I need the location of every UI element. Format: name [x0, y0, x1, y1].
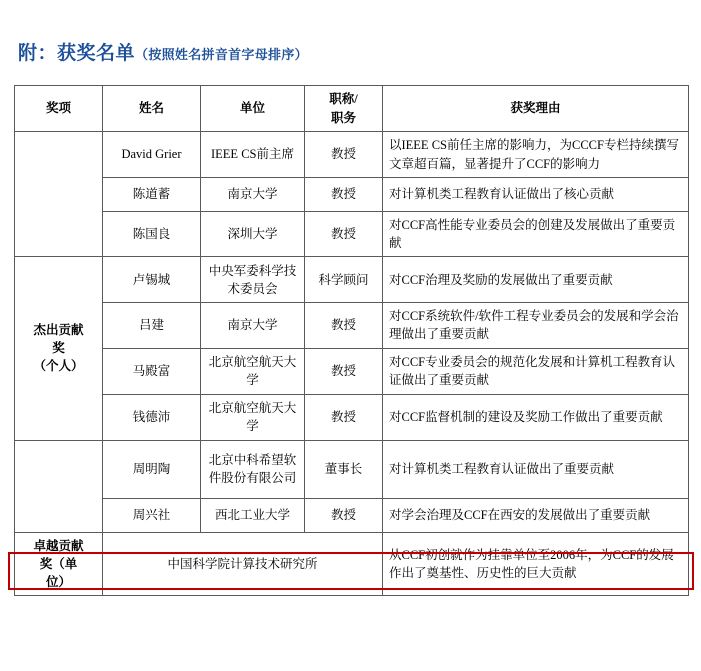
cell-title: 教授 [305, 178, 383, 212]
cell-name: David Grier [103, 132, 201, 178]
page-title-sub: （按照姓名拼音首字母排序） [135, 47, 308, 62]
cell-org: 北京航空航天大学 [201, 394, 305, 440]
award-group-cell-4 [15, 532, 103, 595]
award-group-label-line1: 杰出贡献 [33, 323, 84, 338]
cell-title: 董事长 [305, 440, 383, 498]
column-header-title-line1: 职称/ [329, 92, 358, 107]
page-title [0, 0, 701, 65]
table-row [15, 303, 689, 348]
cell-reason: 以IEEE CS前任主席的影响力，为CCCF专栏持续撰写文章超百篇，显著提升了CCF的影响力 [383, 132, 689, 178]
cell-title: 教授 [305, 132, 383, 178]
award-group-label-line3: （个人） [33, 359, 84, 374]
cell-reason: 对CCF专业委员会的规范化发展和计算机工程教育认证做出了重要贡献 [383, 348, 689, 394]
cell-reason: 从CCF初创就作为挂靠单位至2006年，为CCF的发展作出了奠基性、历史性的巨大贡献 [383, 532, 689, 595]
cell-reason: 对CCF监督机制的建设及奖励工作做出了重要贡献 [383, 394, 689, 440]
table-header-row [15, 86, 689, 132]
cell-name: 陈国良 [103, 212, 201, 257]
cell-org: IEEE CS前主席 [201, 132, 305, 178]
cell-reason: 对计算机类工程教育认证做出了核心贡献 [383, 178, 689, 212]
award-group-label-line1: 卓越贡献 [33, 538, 84, 553]
cell-title: 教授 [305, 498, 383, 532]
cell-name: 陈道蓄 [103, 178, 201, 212]
column-header-name: 姓名 [103, 86, 201, 132]
table-row [15, 532, 689, 595]
table-row [15, 212, 689, 257]
cell-name: 马殿富 [103, 348, 201, 394]
column-header-title [305, 86, 383, 132]
cell-reason: 对计算机类工程教育认证做出了重要贡献 [383, 440, 689, 498]
cell-org: 深圳大学 [201, 212, 305, 257]
cell-name: 周兴社 [103, 498, 201, 532]
cell-org: 中央军委科学技术委员会 [201, 257, 305, 303]
cell-org: 北京航空航天大学 [201, 348, 305, 394]
cell-name: 卢锡城 [103, 257, 201, 303]
table-row [15, 440, 689, 498]
table-row [15, 348, 689, 394]
cell-title: 教授 [305, 348, 383, 394]
cell-reason: 对学会治理及CCF在西安的发展做出了重要贡献 [383, 498, 689, 532]
table-row [15, 178, 689, 212]
cell-title: 教授 [305, 394, 383, 440]
cell-org: 南京大学 [201, 178, 305, 212]
cell-name: 吕建 [103, 303, 201, 348]
cell-title: 教授 [305, 303, 383, 348]
cell-org: 西北工业大学 [201, 498, 305, 532]
cell-org-unit: 中国科学院计算技术研究所 [103, 532, 383, 595]
cell-reason: 对CCF高性能专业委员会的创建及发展做出了重要贡献 [383, 212, 689, 257]
cell-reason: 对CCF系统软件/软件工程专业委员会的发展和学会治理做出了重要贡献 [383, 303, 689, 348]
column-header-org: 单位 [201, 86, 305, 132]
cell-title: 科学顾问 [305, 257, 383, 303]
award-group-cell-3 [15, 440, 103, 532]
page-title-main: 附：获奖名单 [18, 43, 136, 64]
cell-org: 南京大学 [201, 303, 305, 348]
cell-reason: 对CCF治理及奖励的发展做出了重要贡献 [383, 257, 689, 303]
cell-org: 北京中科希望软件股份有限公司 [201, 440, 305, 498]
column-header-reason: 获奖理由 [383, 86, 689, 132]
table-row-highlighted [15, 498, 689, 532]
award-group-label-line2: 奖 [52, 341, 65, 356]
award-group-cell-1 [15, 132, 103, 257]
column-header-award: 奖项 [15, 86, 103, 132]
table-header [15, 86, 689, 132]
cell-title: 教授 [305, 212, 383, 257]
award-group-cell-2 [15, 257, 103, 440]
cell-name: 周明陶 [103, 440, 201, 498]
cell-name: 钱德沛 [103, 394, 201, 440]
table-body [15, 132, 689, 596]
column-header-title-line2: 职务 [330, 110, 356, 125]
awards-table [14, 85, 689, 596]
award-group-label-line2: 奖（单 [39, 556, 78, 571]
table-row [15, 394, 689, 440]
award-group-label-line3: 位） [45, 574, 71, 589]
table-row [15, 257, 689, 303]
table-row [15, 132, 689, 178]
